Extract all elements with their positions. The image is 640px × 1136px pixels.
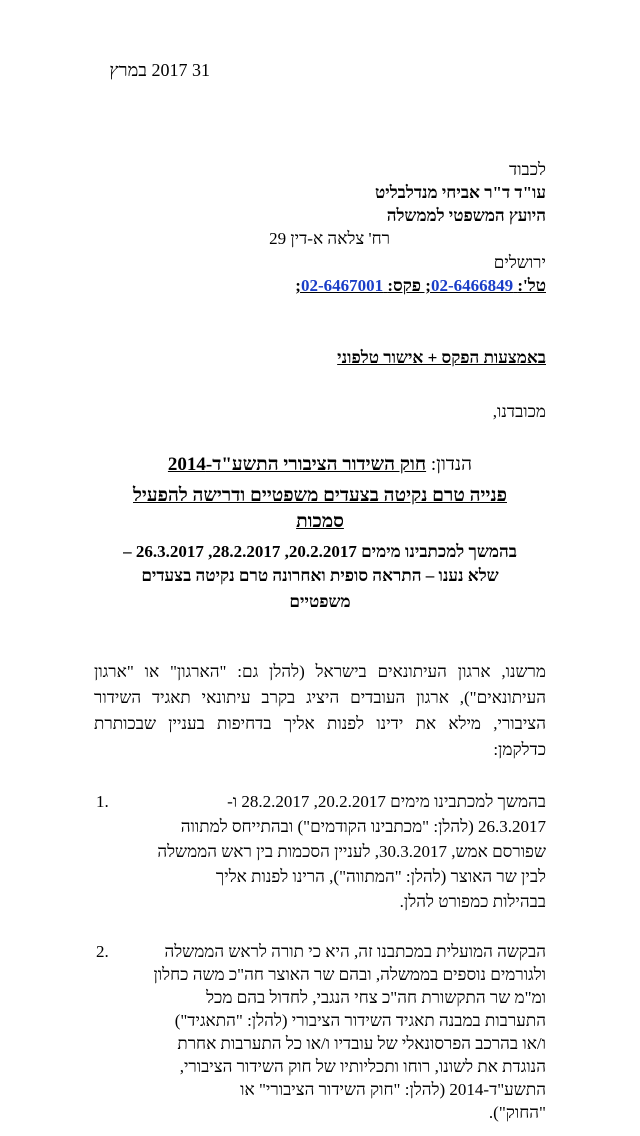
item-2-line-7: התשע"ד-2014 (להלן: "חוק השידור הציבורי" או — [240, 1080, 546, 1099]
item-2-line-4: התערבות במבנה תאגיד השידור הציבורי (להלן: "התאגיד") — [174, 1011, 546, 1030]
item-2-number: 2. — [96, 942, 109, 961]
item-2-line-8: "החוק"). — [488, 1103, 546, 1122]
item-2-line-6: הנוגדת את לשונו, רוחו ותכליותיו של חוק השידור הציבורי, — [179, 1057, 546, 1076]
intro-line-2: העיתונאים"), ארגון העובדים היציג בקרב עיתונאי תאגיד השידור — [94, 688, 546, 707]
item-1-line-5: בבהילות כמפורט להלן. — [399, 892, 546, 911]
fax-link[interactable]: 02-6467001 — [300, 276, 384, 295]
greeting: מכובדנו, — [492, 402, 546, 421]
item-1-line-4: לבין שר האוצר (להלן: "המתווה"), הרינו לפנות אליך — [215, 867, 546, 886]
letter-date: 31 2017 במרץ — [109, 60, 210, 80]
subject-line-3: סמכות — [296, 511, 344, 532]
subject-line-2: פנייה טרם נקיטה בצעדים משפטיים ודרישה להפעיל — [133, 485, 507, 506]
subject-line-4: בהמשך למכתבינו מימים 20.2.2017, 28.2.2017, 26.3.2017 – — [123, 542, 517, 561]
recipient-name: עו"ד ד"ר אביחי מנדלבליט — [375, 183, 546, 202]
item-2-line-5: ו/או בהרכב הפרסונאלי של עובדיו ו/או כל התערבות אחרת — [177, 1034, 546, 1053]
phone-link[interactable]: 02-6466849 — [430, 276, 514, 295]
intro-line-4: כדלקמן: — [493, 740, 546, 759]
item-2-line-1: הבקשה המועלית במכתבנו זה, היא כי תורה לראש הממשלה — [164, 942, 546, 961]
item-2-line-2: ולגורמים נוספים בממשלה, ובהם שר האוצר חה"כ משה כחלון — [153, 965, 546, 984]
contact-fax-label: ; פקס: — [387, 276, 431, 295]
recipient-city: ירושלים — [493, 253, 546, 272]
recipient-role: היועץ המשפטי לממשלה — [386, 206, 546, 225]
recipient-contact-line — [295, 276, 546, 296]
item-1-line-2: 26.3.2017 (להלן: "מכתבינו הקודמים") ובהתייחס למתווה — [180, 817, 546, 836]
subject-prefix: הנדון: — [430, 454, 473, 475]
intro-line-3: הציבורי, מילא את ידינו לפנות אליך בדחיפות בעניין שבכותרת — [94, 714, 546, 733]
subject-line-5: שלא נענו – התראה סופית ואחרונה טרם נקיטה בצעדים — [141, 566, 499, 585]
contact-phone-label: טל': — [517, 276, 546, 295]
subject-line-6: משפטיים — [289, 592, 351, 611]
item-1-number: 1. — [96, 792, 109, 811]
subject-line — [80, 455, 560, 475]
contact-end: ; — [295, 276, 301, 295]
intro-line-1: מרשנו, ארגון העיתונאים בישראל (להלן גם: "הארגון" או "ארגון — [94, 662, 546, 681]
subject-law-title: חוק השידור הציבורי התשע"ד-2014 — [167, 454, 427, 475]
item-2-line-3: ומ"מ שר התקשורת חה"כ צחי הנגבי, לחדול בהם מכל — [206, 988, 546, 1007]
recipient-salutation: לכבוד — [509, 160, 546, 179]
item-1-line-3: שפורסם אמש, 30.3.2017, לעניין הסכמות בין ראש הממשלה — [157, 842, 546, 861]
recipient-street: רח' צלאה א-דין 29 — [269, 229, 390, 248]
item-1-line-1: בהמשך למכתבינו מימים 20.2.2017, 28.2.2017 ו- — [227, 792, 546, 811]
delivery-method: באמצעות הפקס + אישור טלפוני — [337, 348, 546, 367]
